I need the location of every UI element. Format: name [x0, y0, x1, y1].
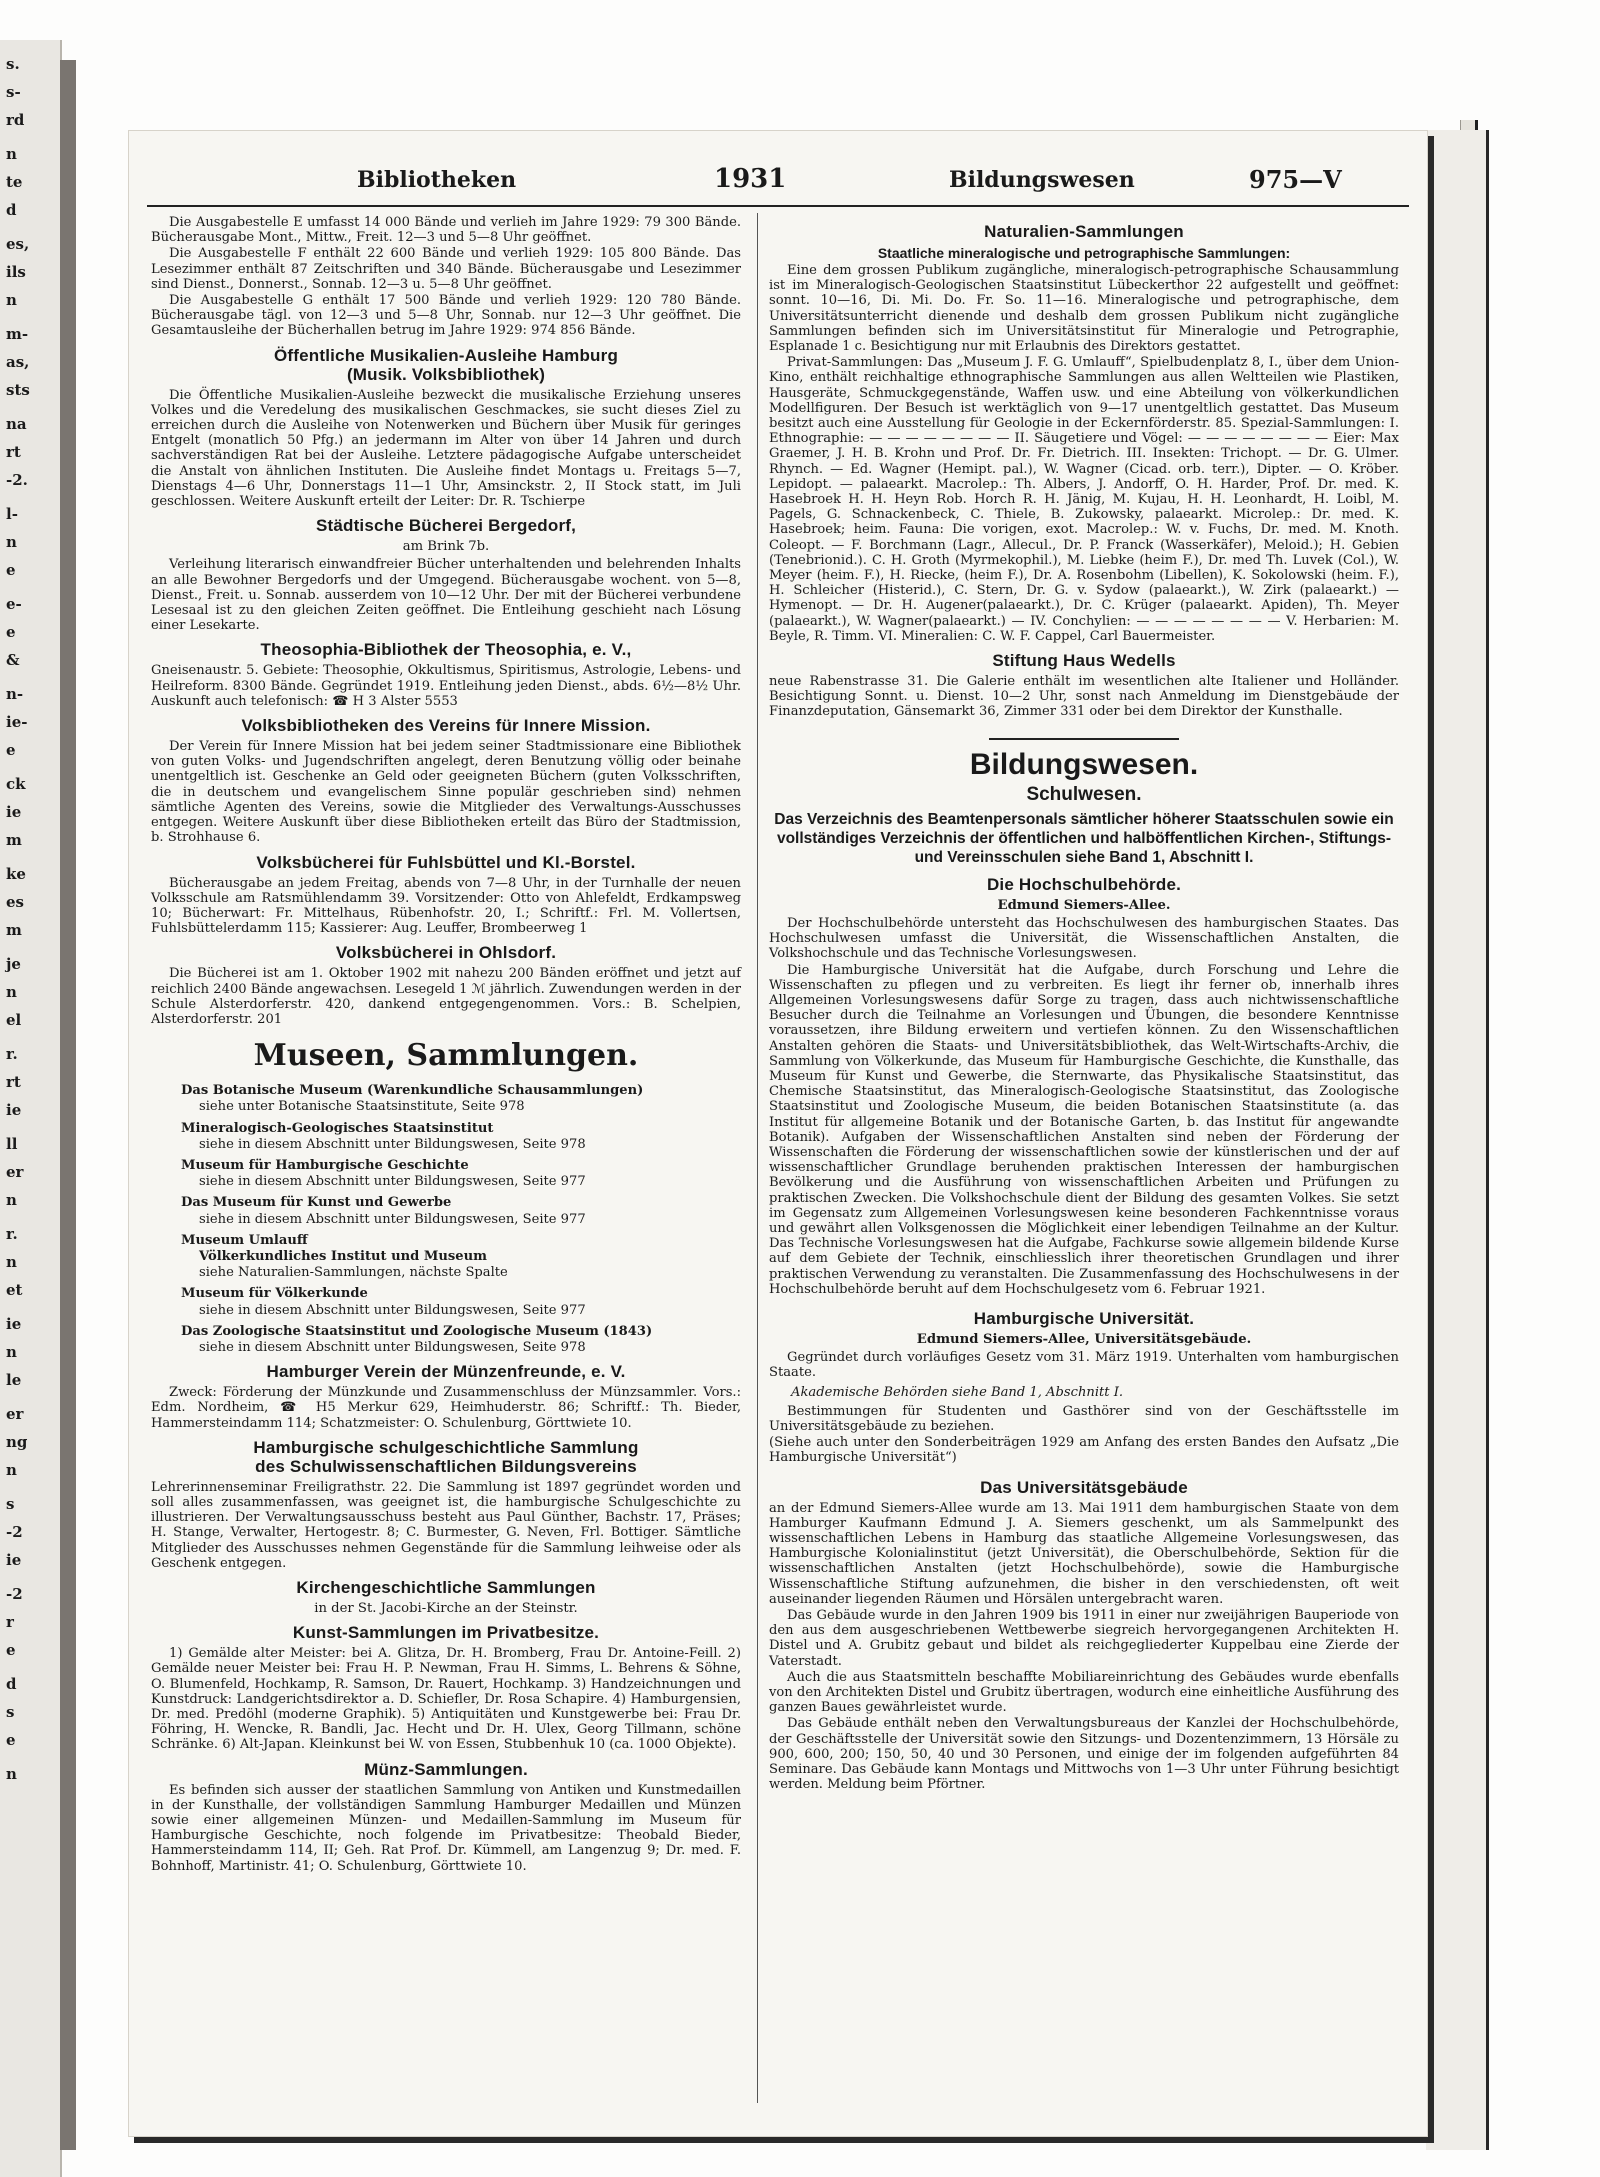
- ausgabestelle-e: Die Ausgabestelle E umfasst 14 000 Bände und verlieh im Jahre 1929: 79 300 Bände. Bücherausgabe Mont., Mittw., Freit. 12—3 und 5—8 Uhr geöffnet.: [151, 215, 741, 246]
- schulwesen-intro: Das Verzeichnis des Beamtenpersonals sämtlicher höherer Staatsschulen sowie ein vollständiges Verzeichnis der öffentlichen und halböffentlichen Kirchen-, Stiftungs- und Vereinsschulen siehe Band 1, Abschnitt I.: [774, 810, 1394, 866]
- adjacent-page-fragment: te: [6, 173, 23, 191]
- book-binding-shadow: [60, 60, 76, 2150]
- adjacent-page-fragment: r: [6, 1613, 14, 1631]
- bergedorf-text: Verleihung literarisch einwandfreier Bücher unterhaltenden und belehrenden Inhalts an alle Bewohner Bergedorfs und der Umgegend. Bücherausgabe wochent. von 5—8, Dienst., Freit. u. Sonnab. ausserdem von 10—12 Uhr. Der mit der Bücherei verbundene Lesesaal ist zu den gleichen Zeiten geöffnet. Die Entleihung geschieht nach Lösung einer Lesekarte.: [151, 557, 741, 634]
- wedells-heading: Stiftung Haus Wedells: [992, 651, 1176, 671]
- adjacent-page-fragment: n: [6, 1253, 17, 1271]
- header-section-left: Bibliotheken: [357, 167, 517, 193]
- museum-ref: siehe in diesem Abschnitt unter Bildungswesen, Seite 978: [199, 1339, 586, 1355]
- schulgeschichte-heading: Hamburgische schulgeschichtliche Sammlung: [253, 1437, 639, 1457]
- adjacent-page-fragment: n: [6, 533, 17, 551]
- adjacent-page-fragment: rd: [6, 111, 25, 129]
- universitaet-siehe: (Siehe auch unter den Sonderbeiträgen 1929 am Anfang des ersten Bandes den Aufsatz „Die Hamburgische Universität“): [769, 1435, 1399, 1466]
- adjacent-page-fragment: n: [6, 291, 17, 309]
- adjacent-page-fragment: es,: [6, 235, 30, 253]
- theosophia-heading: Theosophia-Bibliothek der Theosophia, e. V.,: [260, 640, 632, 660]
- adjacent-page-fragment: -2: [6, 1523, 23, 1541]
- adjacent-page-fragment: ie: [6, 1315, 22, 1333]
- muenz-heading: Münz-Sammlungen.: [364, 1759, 528, 1779]
- adjacent-page-fragment: rt: [6, 443, 21, 461]
- bergedorf-address: am Brink 7b.: [402, 539, 490, 555]
- adjacent-page-fragment: ie: [6, 1101, 22, 1119]
- adjacent-page-fragment: n: [6, 1191, 17, 1209]
- hochschulbehoerde-text-1: Der Hochschulbehörde untersteht das Hochschulwesen des hamburgischen Staates. Das Hochschulwesen umfasst die Universität, die Wissenschaftlichen Anstalten, die Volkshochschule und das Technische Vorlesungswesen.: [769, 915, 1399, 962]
- adjacent-page-fragment: d: [6, 1675, 17, 1693]
- adjacent-page-fragment: el: [6, 1011, 22, 1029]
- adjacent-page-fragment: m: [6, 921, 22, 939]
- musik-text: Die Öffentliche Musikalien-Ausleihe bezweckt die musikalische Erziehung unseres Volkes und die Veredelung des musikalischen Geschmackes, sie sucht dieses Ziel zu erreichen durch die Ausleihe von Notenwerken und Büchern über Musik für geringes Entgelt (monatlich 50 Pfg.) an jedermann im Alter von über 14 Jahren und durch sachverständigen Rat bei der Ausleihe. Letztere pädagogische Aufgabe unterscheidet die Anstalt von ähnlichen Instituten. Die Ausleihe findet Montags u. Freitags 5—7, Dienstags 4—6 Uhr, Donnerstags 11—1 Uhr, Amsinckstr. 2, II Stock statt, im Juli geschlossen. Weitere Auskunft erteilt der Leiter: Dr. R. Tschierpe: [151, 387, 741, 510]
- bergedorf-heading: Städtische Bücherei Bergedorf,: [315, 516, 577, 536]
- header-year: 1931: [714, 164, 787, 194]
- schulgeschichte-heading-2: des Schulwissenschaftlichen Bildungsvereins: [255, 1456, 637, 1476]
- adjacent-page-fragment: et: [6, 1281, 23, 1299]
- adjacent-page-fragment: n: [6, 145, 17, 163]
- museum-name: Museum für Hamburgische Geschichte: [181, 1157, 469, 1173]
- adjacent-page-fragment: le: [6, 1371, 22, 1389]
- directory-page: [128, 130, 1428, 2137]
- adjacent-page-fragment: -2.: [6, 471, 28, 489]
- adjacent-page-fragment: s.: [6, 55, 20, 73]
- privat-kunst-text: 1) Gemälde alter Meister: bei A. Glitza, Dr. H. Bromberg, Frau Dr. Antoine-Feill. 2) Gemälde neuer Meister bei: Frau H. P. Newman, Frau H. Simms, L. Behrens & Söhne, O. Blumenfeld, Hochkamp, R. Samson, Dr. Rauert, Hochkamp. 3) Handzeichnungen und Kunstdruck: Landgerichtsdirektor a. D. Schiefler, Dr. Rosa Schapire. 4) Hamburgensien, Dr. med. Predöhl (moderne Graphik). 5) Antiquitäten und Kunstgewerbe bei: Frau Dr. Föhring, H. Wencke, R. Bandli, Jac. Hecht und Dr. H. Ulex, Georg Tillmann, schöne Schränke. 6) Alt-Japan. Kleinkunst bei W. von Essen, Stubbenhuk 10 (ca. 1000 Objekte).: [151, 1646, 741, 1753]
- naturalien-subheading: Staatliche mineralogische und petrographische Sammlungen:: [877, 245, 1291, 261]
- museum-name-2: Völkerkundliches Institut und Museum: [199, 1248, 487, 1264]
- universitaet-bestimmungen: Bestimmungen für Studenten und Gasthörer sind von der Geschäftsstelle im Universitätsgebäude zu beziehen.: [769, 1403, 1399, 1434]
- gebaeude-text-4: Das Gebäude enthält neben den Verwaltungsbureaus der Kanzlei der Hochschulbehörde, der Geschäftsstelle der Universität sowie den Sitzungs- und Dozentenzimmern, 13 Hörsäle zu 900, 600, 200; 150, 50, 40 und 30 Personen, und einige der im folgenden aufgeführten 84 Seminare. Das Gebäude kann Montags und Mittwochs von 1—3 Uhr unter Führung besichtigt werden. Meldung beim Pförtner.: [769, 1716, 1399, 1793]
- museen-list: [151, 1083, 741, 1355]
- adjacent-page-fragment: ke: [6, 865, 26, 883]
- museen-heading: Museen, Sammlungen.: [253, 1038, 639, 1074]
- adjacent-page-fragment: rt: [6, 1073, 21, 1091]
- hochschulbehoerde-heading: Die Hochschulbehörde.: [986, 874, 1182, 894]
- muenzenfreunde-text: Zweck: Förderung der Münzkunde und Zusammenschluss der Münzsammler. Vors.: Edm. Nordheim, ☎ H5 Merkur 629, Heimhuderstr. 86; Schriftf.: Th. Bieder, Hammersteindamm 114; Schatzmeister: O. Schulenburg, Görttwiete 10.: [151, 1385, 741, 1431]
- muenz-text: Es befinden sich ausser der staatlichen Sammlung von Antiken und Kunstmedaillen in der Kunsthalle, der vollständigen Sammlung Hamburger Medaillen und Münzen sowie einer allgemeinen Münzen- und Medaillen-Sammlung im Museum für Hamburgische Geschichte, noch folgende im Privatbesitze: Theobald Bieder, Hammersteindamm 114, II; Geh. Rat Prof. Dr. Kümmell, am Langenzug 9; Dr. med. F. Bohnhoff, Martinistr. 41; O. Schulenburg, Görttwiete 10.: [151, 1782, 741, 1874]
- naturalien-text: Eine dem grossen Publikum zugängliche, mineralogisch-petrographische Schausammlung ist im Mineralogisch-Geologischen Staatsinstitut Lübeckerthor 22 aufgestellt und geöffnet: sonnt. 10—16, Di. Mi. Do. Fr. So. 11—16. Mineralogische und petrographische, dem Universitätsunterricht dienende und deshalb dem grossen Publikum nicht zugängliche Sammlungen befinden sich im Universitätsinstitut für Mineralogie und Petrographie, Esplanade 1 c. Besichtigung nur mit Erlaubnis des Direktors gestattet.: [769, 263, 1399, 355]
- fuhlsbuettel-heading: Volksbücherei für Fuhlsbüttel und Kl.-Borstel.: [256, 852, 636, 872]
- adjacent-page-fragment: m-: [6, 325, 29, 343]
- museum-ref: siehe Naturalien-Sammlungen, nächste Spalte: [199, 1265, 508, 1281]
- column-divider: [757, 213, 758, 2103]
- section-rule: [989, 738, 1179, 740]
- ohlsdorf-text: Die Bücherei ist am 1. Oktober 1902 mit nahezu 200 Bänden eröffnet und jetzt auf reichlich 2400 Bände angewachsen. Lesegeld 1 ℳ jährlich. Zuwendungen werden in der Schule Alsterdorferstr. 420, dankend entgegengenommen. Vors.: B. Schelpien, Alsterdorferstr. 201: [151, 966, 741, 1027]
- gebaeude-text-2: Das Gebäude wurde in den Jahren 1909 bis 1911 in einer nur zweijährigen Bauperiode von den aus dem ausgeschriebenen Wettbewerbe siegreich hervorgegangenen Architekten H. Distel und A. Grubitz gebaut und bildet als reichgegliederter Kuppelbau eine Zierde der Vaterstadt.: [769, 1608, 1399, 1669]
- muenzenfreunde-heading: Hamburger Verein der Münzenfreunde, e. V.: [266, 1362, 626, 1382]
- musik-heading: Öffentliche Musikalien-Ausleihe Hamburg: [273, 345, 619, 365]
- musik-subheading: (Musik. Volksbibliothek): [346, 364, 546, 384]
- kirchen-location: in der St. Jacobi-Kirche an der Steinstr.: [314, 1601, 578, 1616]
- adjacent-page-fragment: es: [6, 893, 24, 911]
- museum-ref: siehe in diesem Abschnitt unter Bildungswesen, Seite 977: [199, 1211, 586, 1227]
- adjacent-page-fragment: je: [6, 955, 21, 973]
- adjacent-page-fragment: r.: [6, 1045, 18, 1063]
- adjacent-page-fragment: l-: [6, 505, 18, 523]
- adjacent-page-fragment: er: [6, 1163, 24, 1181]
- gebaeude-heading: Das Universitätsgebäude: [980, 1477, 1188, 1497]
- adjacent-page-fragment: ng: [6, 1433, 28, 1451]
- museum-name: Museum für Völkerkunde: [181, 1286, 368, 1302]
- schulwesen-heading: Schulwesen.: [1026, 783, 1142, 805]
- universitaet-founded: Gegründet durch vorläufiges Gesetz vom 31. März 1919. Unterhalten vom hamburgischen Staate.: [769, 1350, 1399, 1381]
- adjacent-page-fragment: e: [6, 741, 16, 759]
- mission-heading: Volksbibliotheken des Vereins für Innere Mission.: [241, 716, 651, 736]
- adjacent-page-fragment: s: [6, 1495, 15, 1513]
- bildungswesen-heading: Bildungswesen.: [969, 747, 1199, 781]
- universitaet-behoerden: Akademische Behörden siehe Band 1, Abschnitt I.: [791, 1384, 1124, 1400]
- adjacent-page-fragment: n-: [6, 685, 24, 703]
- adjacent-page-fragment: &: [6, 651, 20, 669]
- wedells-text: neue Rabenstrasse 31. Die Galerie enthält im wesentlichen alte Italiener und Holländer. Besichtigung Sonnt. u. Dienst. 10—2 Uhr, sonst nach Anmeldung im Dienstgebäude der Finanzdeputation, Gänsemarkt 36, Zimmer 331 oder bei dem Direktor der Kunsthalle.: [769, 674, 1399, 720]
- fuhlsbuettel-text: Bücherausgabe an jedem Freitag, abends von 7—8 Uhr, in der Turnhalle der neuen Volksschule am Ratsmühlendamm 39. Vorsitzender: Otto von Ahlefeldt, Erdkampsweg 10; Bücherwart: Fr. Mittelhaus, Rübenhofstr. 20, I.; Schriftf.: Frl. M. Vollertsen, Fuhlsbüttelerdamm 115; Kassierer: Aug. Leuffer, Brombeerweg 1: [151, 875, 741, 937]
- museum-name: Das Zoologische Staatsinstitut und Zoologische Museum (1843): [181, 1323, 653, 1339]
- museum-ref: siehe in diesem Abschnitt unter Bildungswesen, Seite 977: [199, 1174, 586, 1190]
- theosophia-text: Gneisenaustr. 5. Gebiete: Theosophie, Okkultismus, Spiritismus, Astrologie, Lebens- und Heilreform. 8300 Bände. Gegründet 1919. Entleihung jeden Dienst., abds. 6½—8½ Uhr. Auskunft auch telefonisch: ☎ H 3 Alster 5553: [151, 663, 741, 709]
- ausgabestelle-f: Die Ausgabestelle F enthält 22 600 Bände und verlieh 1929: 105 800 Bände. Das Lesezimmer enthält 87 Zeitschriften und 340 Bände. Bücherausgabe und Lesezimmer sind Dienst., Donnerst., Sonnab. 12—3 u. 5—8 Uhr geöffnet.: [151, 246, 741, 292]
- adjacent-page-fragment: m: [6, 831, 22, 849]
- adjacent-page-fragment: ie: [6, 1551, 22, 1569]
- adjacent-page-fragment: e: [6, 1731, 16, 1749]
- adjacent-page-fragment: ie-: [6, 713, 28, 731]
- adjacent-page-fragment: n: [6, 1461, 17, 1479]
- adjacent-page-fragment: e: [6, 1641, 16, 1659]
- museum-name: Das Botanische Museum (Warenkundliche Schausammlungen): [181, 1083, 644, 1099]
- header-section-right: Bildungswesen: [949, 167, 1135, 193]
- adjacent-page-fragment: na: [6, 415, 27, 433]
- ohlsdorf-heading: Volksbücherei in Ohlsdorf.: [335, 943, 557, 963]
- adjacent-page-fragment: n: [6, 983, 17, 1001]
- mission-text: Der Verein für Innere Mission hat bei jedem seiner Stadtmissionare eine Bibliothek von guten Volks- und Jugendschriften angelegt, deren Benutzung völlig oder beinahe unentgeltlich ist. Geschenke an Geld oder geeigneten Büchern (guten Volksschriften, die in deutschem und evangelischem Sinne populär geschrieben sind) nehmen sämtliche Agenten des Vereins, sowie die Mitglieder des Verwaltungs-Ausschusses entgegen. Weitere Auskunft über diese Bibliotheken erteilt das Büro der Stadtmission, b. Strohhause 6.: [151, 739, 741, 846]
- hochschulbehoerde-address: Edmund Siemers-Allee.: [997, 897, 1171, 913]
- adjacent-page-fragment: e: [6, 561, 16, 579]
- universitaet-heading: Hamburgische Universität.: [973, 1308, 1195, 1328]
- adjacent-page-fragment: d: [6, 201, 17, 219]
- adjacent-page-fragment: as,: [6, 353, 30, 371]
- header-page-number: 975—V: [1249, 165, 1342, 194]
- naturalien-privat-text: Privat-Sammlungen: Das „Museum J. F. G. Umlauff“, Spielbudenplatz 8, I., über dem Union-Kino, enthält reichhaltige ethnographische Sammlungen aus allen Weltteilen wie Plastiken, Hausgeräte, Schmuckgegenstände, Waffen usw. und eine Abteilung von völkerkundlichen Modellfiguren. Der Besuch ist werktäglich von 9—17 unentgeltlich gestattet. Das Museum besitzt auch eine Ausstellung für Geologie in der Eckernförderstr. 85. Spezial-Sammlungen: I. Ethnographie: — — — — — — — — II. Säugetiere und Vögel: — — — — — — — — Eier: Max Graemer, J. H. B. Krohn und Prof. Dr. Fr. Dietrich. III. Insekten: Trichopt. — Dr. G. Ulmer. Rhynch. — Ed. Wagner (Hemipt. pal.), W. Wagner (Cicad. orb. terr.), Dipter. — O. Kröber. Lepidopt. — palaearkt. Macrolep.: Th. Albers, J. Andorff, O. H. Harder, Prof. Dr. med. K. Hasebroek H. H. Heyn Rob. Horch R. H. Jänig, M. Kujau, H. H. Leonhardt, H. Loibl, M. Pagels, G. Schnackenbeck, C. Thiele, B. Zukowsky, palaearkt. Microlep.: Dr. med. K. Hasebroek; heim. Fauna: Die vorigen, exot. Macrolep.: W. v. Fuchs, Dr. med. M. Knoth. Coleopt. — F. Borchmann (Lagr., Allecul., Dr. P. Franck (Wasserkäfer), Meloid.); H. Gebien (Tenebrionid.). C. H. Groth (Myrmekophil.), M. Liebke (heim F.), Dr. med Th. Luvek (Col.), W. Meyer (heim. F.), H. Riecke, (heim F.), Dr. A. Rosenbohm (Libellen), K. Sokolowski (heim. F.), H. Schleicher (Histerid.), C. Stern, Dr. G. v. Sydow (palaearkt.), W. Zirk (palaearkt.) — Hymenopt. — Dr. H. Augener(palaearkt.), Dr. C. Krüger (palaearkt. Apiden), Th. Meyer (palaearkt.), W. Wagner(palaearkt.) — IV. Conchylien: — — — — — — — — V. Herbarien: M. Beyle, R. Timm. VI. Mineralien: C. W. F. Cappel, Carl Bauermeister.: [769, 355, 1399, 644]
- naturalien-heading: Naturalien-Sammlungen: [984, 222, 1184, 241]
- adjacent-page-fragment: e: [6, 623, 16, 641]
- adjacent-page-fragment: s-: [6, 83, 21, 101]
- adjacent-page-fragment: ll: [6, 1135, 18, 1153]
- museum-name: Das Museum für Kunst und Gewerbe: [181, 1195, 452, 1211]
- kirchen-heading: Kirchengeschichtliche Sammlungen: [296, 1578, 596, 1597]
- privat-kunst-heading: Kunst-Sammlungen im Privatbesitze.: [292, 1623, 600, 1643]
- adjacent-page-fragment: s: [6, 1703, 15, 1721]
- gebaeude-text-3: Auch die aus Staatsmitteln beschaffte Mobiliareinrichtung des Gebäudes wurde ebenfalls von den Architekten Distel und Grubitz übertragen, wodurch eine einheitliche Ausführung des ganzen Baues gewährleistet wurde.: [769, 1669, 1399, 1716]
- right-column: [769, 215, 1399, 1793]
- gebaeude-text-1: an der Edmund Siemers-Allee wurde am 13. Mai 1911 dem hamburgischen Staate von dem Hamburger Kaufmann Edmund J. A. Siemers geschenkt, um als Sammelpunkt des wissenschaftlichen Lebens in Hamburg das staatliche Allgemeine Vorlesungswesen, das Hamburgische Kolonialinstitut (jetzt Universität), die Oberschulbehörde, Sektion für die wissenschaftlichen Anstalten (jetzt Hochschulbehörde), sowie die Hamburgische Wissenschaftliche Stiftung aufzunehmen, die bisher in den verschiedensten, oft weit auseinander liegenden Räumen und Hörsälen untergebracht waren.: [769, 1500, 1399, 1607]
- museum-name: Museum Umlauff: [181, 1232, 308, 1248]
- page-header: [129, 164, 1427, 203]
- adjacent-page-fragment: e-: [6, 595, 22, 613]
- page-edge: [1426, 130, 1489, 2150]
- adjacent-page-fragment: er: [6, 1405, 24, 1423]
- museum-ref: siehe in diesem Abschnitt unter Bildungswesen, Seite 978: [199, 1136, 586, 1152]
- adjacent-page-strip: [0, 40, 62, 2177]
- adjacent-page-fragment: ils: [6, 263, 26, 281]
- museum-name: Mineralogisch-Geologisches Staatsinstitut: [181, 1120, 494, 1136]
- adjacent-page-fragment: ck: [6, 775, 26, 793]
- adjacent-page-fragment: n: [6, 1765, 17, 1783]
- universitaet-address: Edmund Siemers-Allee, Universitätsgebäude.: [916, 1331, 1252, 1347]
- museum-ref: siehe unter Botanische Staatsinstitute, Seite 978: [199, 1099, 525, 1115]
- museum-ref: siehe in diesem Abschnitt unter Bildungswesen, Seite 977: [199, 1302, 586, 1318]
- left-column: [151, 215, 741, 1875]
- adjacent-page-fragment: r.: [6, 1225, 18, 1243]
- hochschulbehoerde-text-2: Die Hamburgische Universität hat die Aufgabe, durch Forschung und Lehre die Wissenschaften zu pflegen und zu verbreiten. Es liegt ihr ferner ob, innerhalb ihres Allgemeinen Vorlesungswesens dafür Sorge zu tragen, dass auch nichtwissenschaftliche Besucher durch die Teilnahme an Vorlesungen und Übungen, die besondere Kenntnisse voraussetzen, ihre Bildung erweitern und vertiefen können. Zu den Wissenschaftlichen Anstalten gehören die Staats- und Universitätsbibliothek, das Welt-Wirtschafts-Archiv, die Sammlung von Völkerkunde, das Museum für Hamburgische Geschichte, die Kunsthalle, das Museum für Kunst und Gewerbe, die Sternwarte, das Physikalische Staatsinstitut, das Chemische Staatsinstitut, das Mineralogisch-Geologische Staatsinstitut, das Zoologische Staatsinstitut und Zoologische Museum, die beiden Botanischen Staatsinstitute (a. das Institut für allgemeine Botanik und der Botanische Garten, b. das Institut für angewandte Botanik). Aufgaben der Wissenschaftlichen Anstalten sind neben der Förderung der Wissenschaften die Förderung der wissenschaftlichen sowie der künstlerischen und der auf wissenschaftlicher Grundlage beruhenden praktischen Interessen der hamburgischen Bevölkerung und die Ausführung von wissenschaftlichen Arbeiten und Prüfungen zu praktischen Zwecken. Die Volkshochschule dient der Bildung des gesamten Volkes. Sie setzt im Gegensatz zum Allgemeinen Vorlesungswesen keine besonderen Fachkenntnisse voraus und gewährt allen Volksgenossen die Möglichkeit einer lebendigen Teilnahme an der Kultur. Das Technische Vorlesungswesen hat die Aufgabe, Fachkurse sowie allgemein bildende Kurse auf dem Gebiete der Technik, einschliesslich ihrer theoretischen Grundlagen und ihrer praktischen Verwendung zu veranstalten. Die Zusammenfassung des Hochschulwesens in der Hochschulbehörde beruht auf dem Hochschulgesetz vom 6. Februar 1921.: [769, 962, 1399, 1297]
- adjacent-page-fragment: sts: [6, 381, 30, 399]
- adjacent-page-fragment: n: [6, 1343, 17, 1361]
- adjacent-page-fragment: ie: [6, 803, 22, 821]
- schulgeschichte-text: Lehrerinnenseminar Freiligrathstr. 22. Die Sammlung ist 1897 gegründet worden und soll alles zusammenfassen, was geeignet ist, die hamburgische Schulgeschichte zu illustrieren. Der Verwaltungsausschuss besteht aus Paul Günther, Bachstr. 17, Präses; H. Stange, Verwalter, Hertogestr. 8; C. Burmester, G. Neven, Frl. Bottiger. Sämtliche Mitglieder des Ausschusses nehmen Gegenstände für die Sammlung leihweise oder als Geschenk entgegen.: [151, 1479, 741, 1571]
- adjacent-page-fragment: -2: [6, 1585, 23, 1603]
- header-rule: [147, 205, 1409, 207]
- ausgabestelle-g: Die Ausgabestelle G enthält 17 500 Bände und verlieh 1929: 120 780 Bände. Bücherausgabe tägl. von 12—3 und 5—8 Uhr, Sonnab. nur 12—3 Uhr geöffnet. Die Gesamtausleihe der Bücherhallen betrug im Jahre 1929: 974 856 Bände.: [151, 293, 741, 339]
